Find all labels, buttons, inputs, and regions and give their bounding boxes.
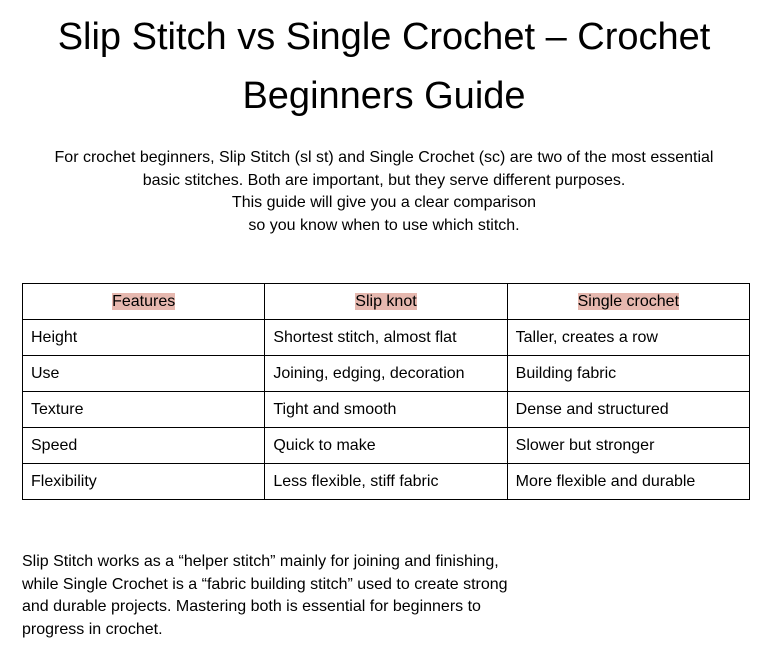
table-cell: Quick to make xyxy=(265,428,507,464)
comparison-table xyxy=(22,283,750,500)
page-title: Slip Stitch vs Single Crochet – Crochet Beginners Guide xyxy=(57,16,711,117)
table-cell: Tight and smooth xyxy=(265,392,507,428)
table-row xyxy=(23,464,750,500)
header-single-crochet: Single crochet xyxy=(577,292,680,310)
table-row xyxy=(23,320,750,356)
header-features: Features xyxy=(112,292,176,310)
table-cell: Speed xyxy=(23,428,265,464)
table-cell: Dense and structured xyxy=(507,392,749,428)
conclusion-paragraph: Slip Stitch works as a “helper stitch” mainly for joining and finishing, while Single Crochet is a “fabric building stitch” used to create strong and durable projects. Mastering both is essential for beginners to progress in crochet. xyxy=(22,553,508,639)
header-cell xyxy=(265,284,507,320)
table-cell: Height xyxy=(23,320,265,356)
table-cell: Taller, creates a row xyxy=(507,320,749,356)
table-cell: Less flexible, stiff fabric xyxy=(265,464,507,500)
intro-line: basic stitches. Both are important, but they serve different purposes. xyxy=(142,171,626,189)
table-row xyxy=(23,392,750,428)
header-cell xyxy=(507,284,749,320)
table-header-row xyxy=(23,284,750,320)
header-cell xyxy=(23,284,265,320)
table-row xyxy=(23,428,750,464)
table-cell: More flexible and durable xyxy=(507,464,749,500)
intro-line: This guide will give you a clear comparison xyxy=(231,194,537,211)
intro-line: so you know when to use which stitch. xyxy=(248,216,520,234)
table-row xyxy=(23,356,750,392)
table-cell: Building fabric xyxy=(507,356,749,392)
table-cell: Flexibility xyxy=(23,464,265,500)
header-slip-knot: Slip knot xyxy=(355,292,417,310)
table-cell: Joining, edging, decoration xyxy=(265,356,507,392)
table-cell: Slower but stronger xyxy=(507,428,749,464)
table-cell: Use xyxy=(23,356,265,392)
table-cell: Texture xyxy=(23,392,265,428)
intro-line: For crochet beginners, Slip Stitch (sl st) and Single Crochet (sc) are two of the most essential xyxy=(54,149,714,166)
intro-paragraph xyxy=(0,147,768,237)
table-cell: Shortest stitch, almost flat xyxy=(265,320,507,356)
